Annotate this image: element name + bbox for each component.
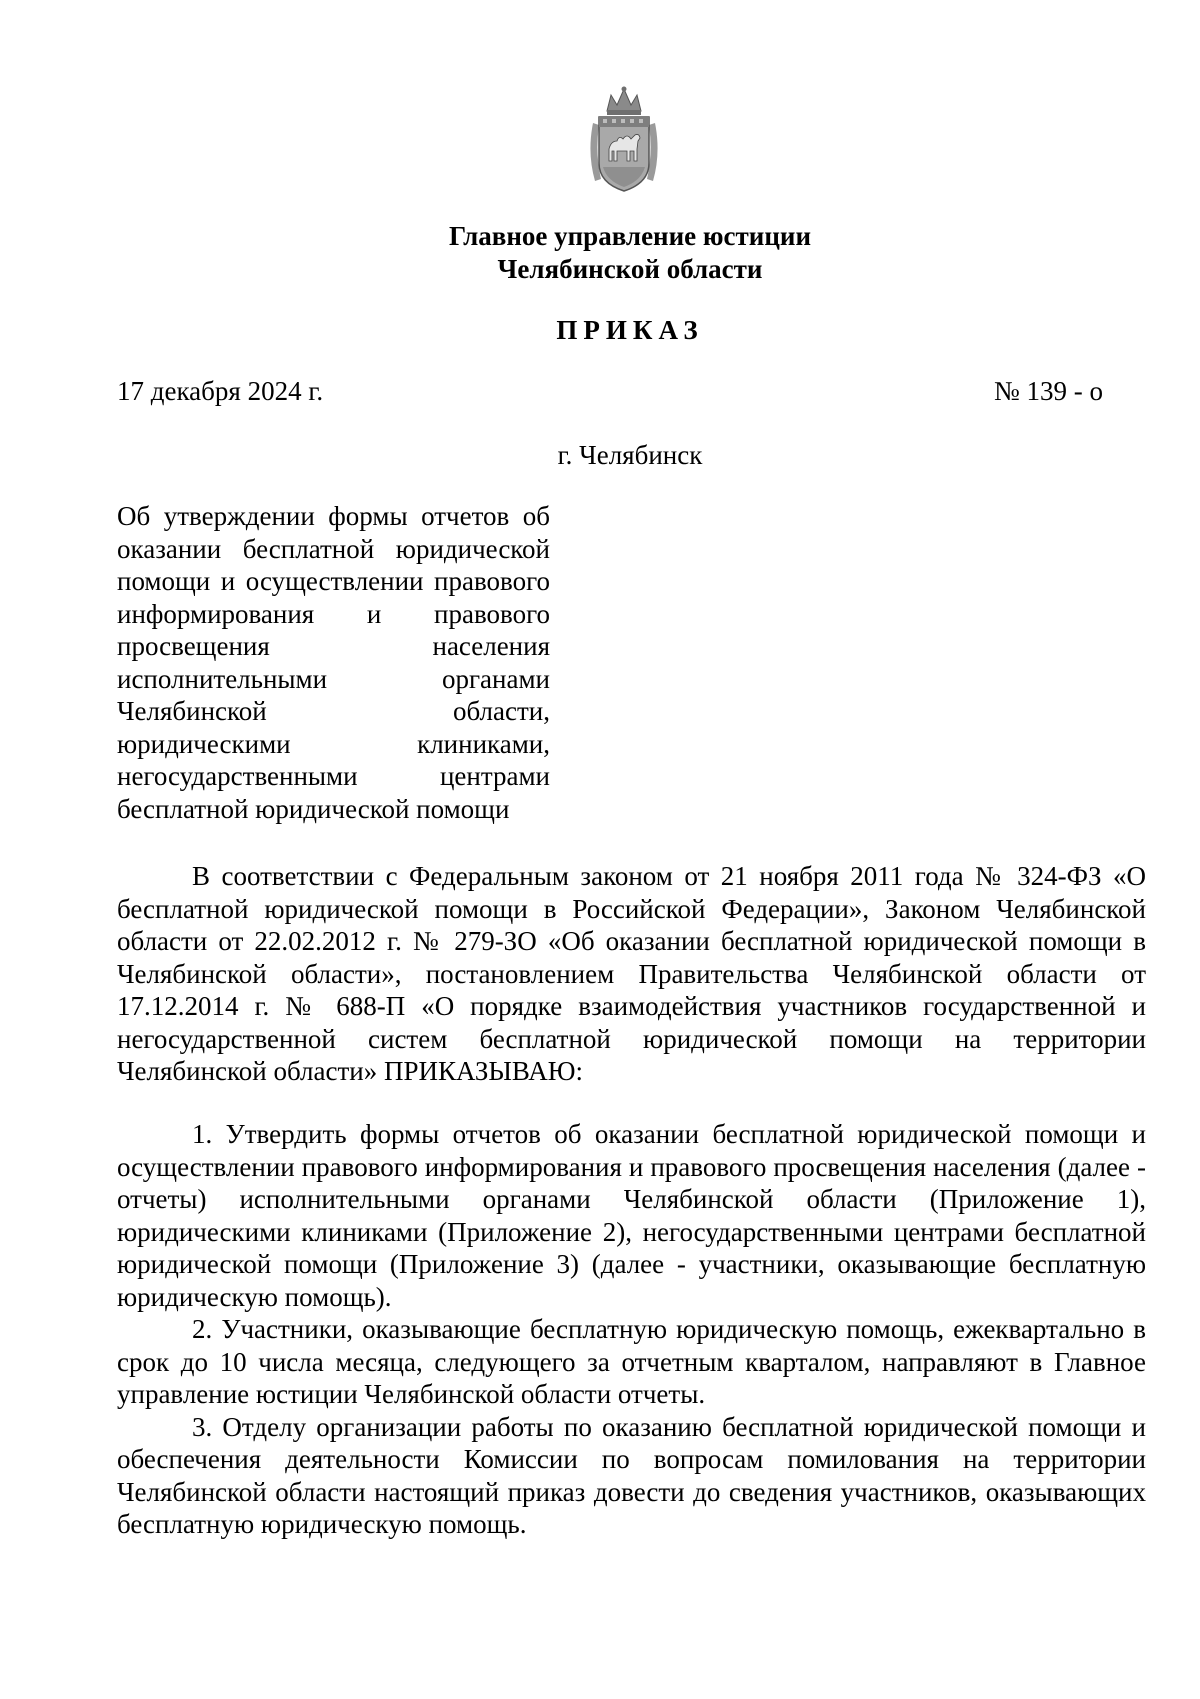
document-items-list <box>117 1118 1146 1541</box>
document-type-title: ПРИКАЗ <box>556 315 704 345</box>
document-preamble: В соответствии с Федеральным законом от 21 ноября 2011 года № 324-ФЗ «О бесплатной юридической помощи в Российской Федерации», Законом Челябинской области от 22.02.2012 г. № 279-ЗО «Об оказании бесплатной юридической помощи в Челябинской области», постановлением Правительства Челябинской области от 17.12.2014 г. № 688-П «О порядке взаимодействия участников государственной и негосударственной систем бесплатной юридической помощи на территории Челябинской области» ПРИКАЗЫВАЮ: <box>117 861 1146 1086</box>
document-preamble-block <box>117 860 1146 1088</box>
organization-name-line-1: Главное управление юстиции <box>448 221 812 251</box>
document-item-1: 1. Утвердить формы отчетов об оказании бесплатной юридической помощи и осуществлении правового информирования и правового просвещения населения (далее - отчеты) исполнительными органами Челябинской области (Приложение 1), юридическими клиниками (Приложение 2), негосударственными центрами бесплатной юридической помощи (Приложение 3) (далее - участники, оказывающие бесплатную юридическую помощь). <box>117 1119 1146 1312</box>
document-item-2: 2. Участники, оказывающие бесплатную юридическую помощь, ежеквартально в срок до 10 числа месяца, следующего за отчетным кварталом, направляют в Главное управление юстиции Челябинской области отчеты. <box>117 1314 1146 1409</box>
organization-name-line-2: Челябинской области <box>497 254 763 284</box>
organization-name <box>0 220 1200 286</box>
chelyabinsk-coat-of-arms-icon <box>585 83 663 195</box>
document-city: г. Челябинск <box>557 440 703 470</box>
document-number: № 139 - о <box>993 376 1103 406</box>
document-subject: Об утверждении формы отчетов об оказании бесплатной юридической помощи и осуществлении правового информирования и правового просвещения населения исполнительными органами Челябинской области, юридическими клиниками, негосударственными центрами бесплатной юридической помощи <box>117 501 550 824</box>
document-item-3: 3. Отделу организации работы по оказанию бесплатной юридической помощи и обеспечения деятельности Комиссии по вопросам помилования на территории Челябинской области настоящий приказ довести до сведения участников, оказывающих бесплатную юридическую помощь. <box>117 1411 1146 1539</box>
document-date: 17 декабря 2024 г. <box>117 376 324 406</box>
